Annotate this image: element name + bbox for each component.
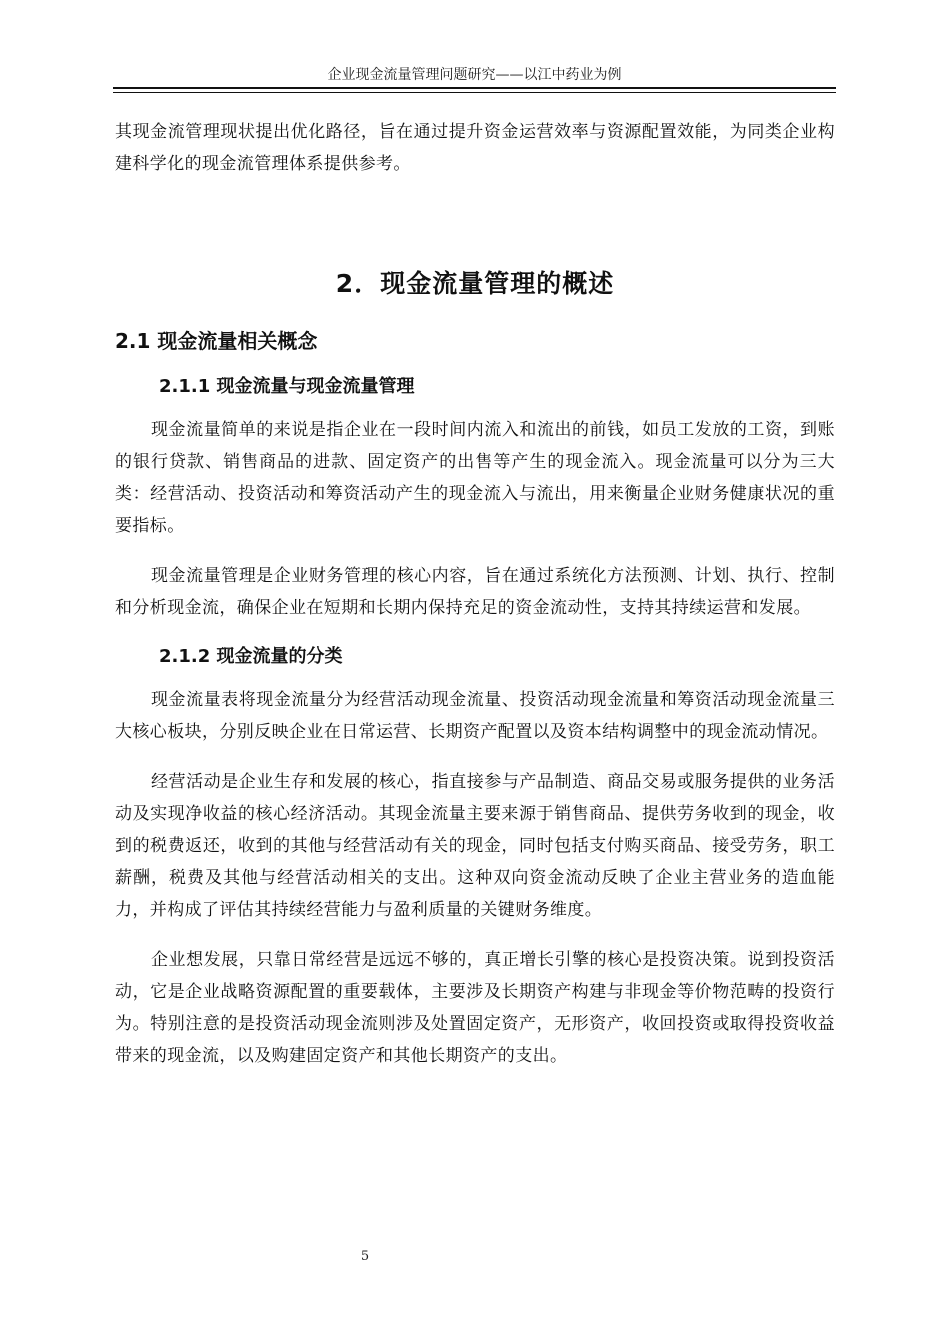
paragraph-investing-activities: 企业想发展，只靠日常经营是远远不够的，真正增长引擎的核心是投资决策。说到投资活动，它是企业战略资源配置的重要载体，主要涉及长期资产构建与非现金等价物范畴的投资行为。特别注意的是投资活动现金流则涉及处置固定资产，无形资产，收回投资或取得投资收益带来的现金流，以及购建固定资产和其他长期资产的支出。 — [115, 950, 835, 1066]
header-rule-thin — [113, 92, 836, 93]
paragraph-cash-flow-management: 现金流量管理是企业财务管理的核心内容，旨在通过系统化方法预测、计划、执行、控制和分析现金流，确保企业在短期和长期内保持充足的资金流动性，支持其持续运营和发展。 — [115, 566, 835, 618]
page-body — [115, 116, 835, 1072]
subsection-title-2-1-2: 2.1.2 现金流量的分类 — [159, 646, 343, 667]
paragraph-operating-activities: 经营活动是企业生存和发展的核心，指直接参与产品制造、商品交易或服务提供的业务活动及实现净收益的核心经济活动。其现金流量主要来源于销售商品、提供劳务收到的现金，收到的税费返还，收到的其他与经营活动有关的现金，同时包括支付购买商品、接受劳务，职工薪酬，税费及其他与经营活动相关的支出。这种双向资金流动反映了企业主营业务的造血能力，并构成了评估其持续经营能力与盈利质量的关键财务维度。 — [115, 772, 835, 920]
intro-paragraph: 其现金流管理现状提出优化路径，旨在通过提升资金运营效率与资源配置效能，为同类企业构建科学化的现金流管理体系提供参考。 — [115, 122, 835, 174]
paragraph-cash-flow-definition: 现金流量简单的来说是指企业在一段时间内流入和流出的前钱，如员工发放的工资，到账的银行贷款、销售商品的进款、固定资产的出售等产生的现金流入。现金流量可以分为三大类：经营活动、投资活动和筹资活动产生的现金流入与流出，用来衡量企业财务健康状况的重要指标。 — [115, 420, 835, 536]
running-header: 企业现金流量管理问题研究——以江中药业为例 — [327, 67, 622, 83]
section-title-2-1: 2.1 现金流量相关概念 — [115, 329, 318, 353]
subsection-title-2-1-1: 2.1.1 现金流量与现金流量管理 — [159, 376, 415, 397]
header-rule-thick — [113, 87, 836, 89]
page-number: 5 — [360, 1249, 370, 1264]
chapter-title: 2．现金流量管理的概述 — [335, 269, 615, 298]
paragraph-cash-flow-classification: 现金流量表将现金流量分为经营活动现金流量、投资活动现金流量和筹资活动现金流量三大核心板块，分别反映企业在日常运营、长期资产配置以及资本结构调整中的现金流动情况。 — [115, 690, 835, 742]
